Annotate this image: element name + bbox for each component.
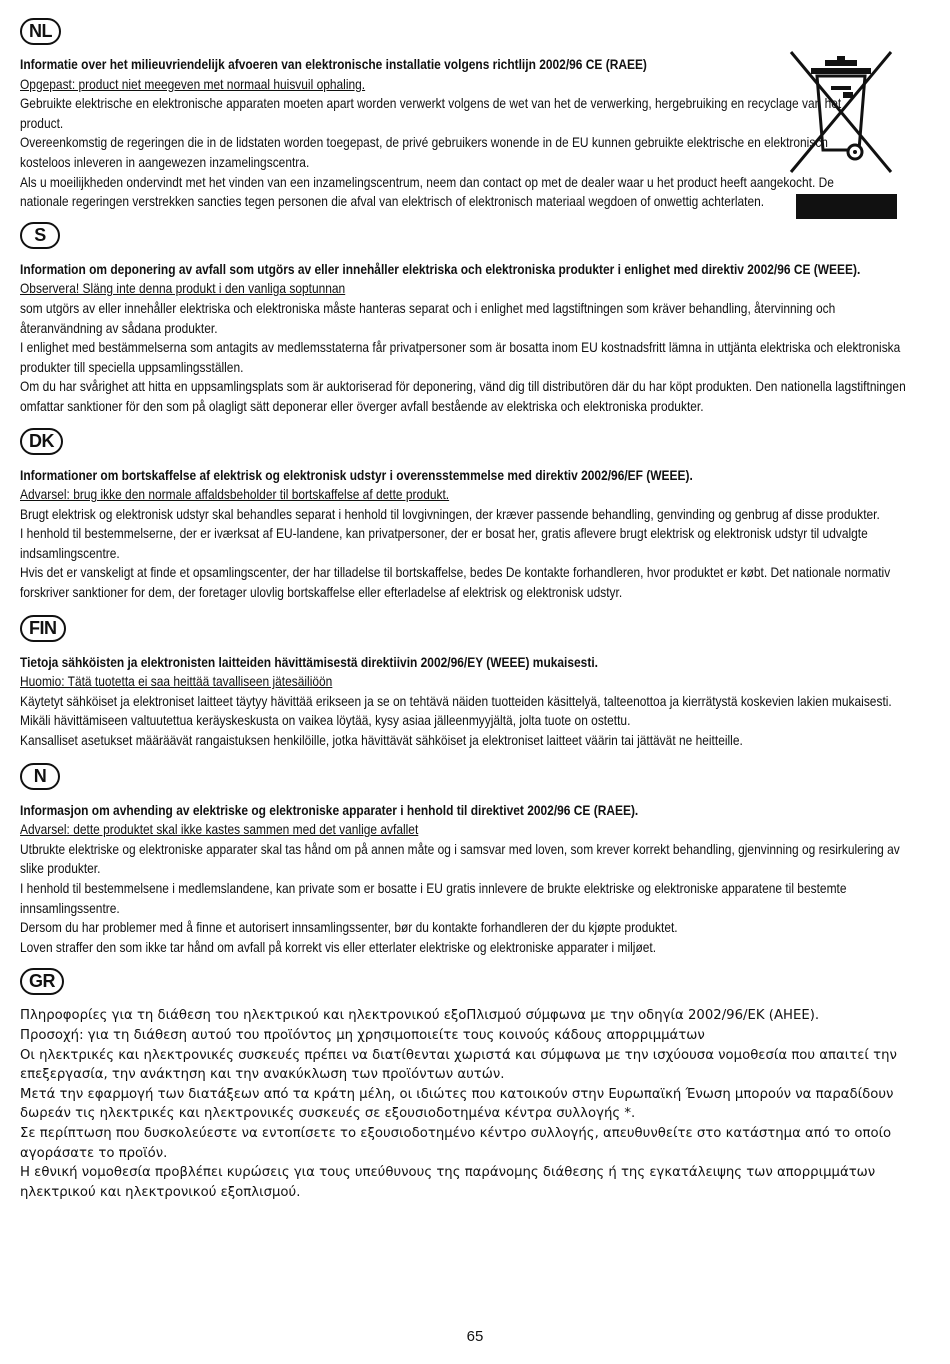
section-gr-paragraph: Οι ηλεκτρικές και ηλεκτρονικές συσκευές πρέπει να διατίθενται χωριστά και σύμφωνα με την ισχύουσα νομοθεσία που απαιτεί την επεξεργασία, την ανάκτηση και την ανακύκλωση των προϊόντων αυτών. bbox=[20, 1047, 897, 1083]
section-dk-title: Informationer om bortskaffelse af elektrisk og elektronisk udstyr i overensstemmelse med direktiv 2002/96/EF (WEEE). bbox=[20, 467, 693, 483]
language-badge-nl: NL bbox=[20, 18, 61, 45]
section-s-paragraph: som utgörs av eller innehåller elektriska och elektroniska måste hanteras separat och i enlighet med lagstiftningen som kräver behandling, återvinning och återanvändning av sådana produkter. bbox=[20, 300, 836, 336]
section-fin-paragraph: Käytetyt sähköiset ja elektroniset laitteet täytyy hävittää erikseen ja se on tehtävä näiden tuotteiden käsittelyä, talteenottoa ja kierrätystä koskevien lakien mukaisesti. bbox=[20, 693, 892, 709]
section-gr-warning: Προσοχή: για τη διάθεση αυτού του προϊόντος μη χρησιμοποιείτε τους κοινούς κάδους απορριμμάτων bbox=[20, 1027, 705, 1043]
section-n-paragraph: Utbrukte elektriske og elektroniske apparater skal tas hånd om på annen måte og i samsvar med loven, som krever korrekt behandling, gjenvinning og resirkulering av slike produkter. bbox=[20, 841, 900, 877]
section-fin-title: Tietoja sähköisten ja elektronisten laitteiden hävittämisestä direktiivin 2002/96/EY (WEEE) mukaisesti. bbox=[20, 654, 598, 670]
section-fin-warning: Huomio: Tätä tuotetta ei saa heittää tavalliseen jätesäiliöön bbox=[20, 674, 333, 690]
section-s-title: Information om deponering av avfall som utgörs av eller innehåller elektriska och elektroniska produkter i enlighet med direktiv 2002/96 CE (WEEE). bbox=[20, 261, 861, 277]
section-n-paragraph: Dersom du har problemer med å finne et autorisert innsamlingssenter, bør du kontakte forhandleren der du kjøpte produktet. bbox=[20, 920, 678, 936]
section-dk-paragraph: I henhold til bestemmelserne, der er iværksat af EU-landene, kan privatpersoner, der er bosat her, gratis aflevere brugt elektrisk og elektronisk udstyr til udvalgte indsamlingscentre. bbox=[20, 526, 868, 561]
section-s-body bbox=[20, 260, 920, 417]
section-gr-paragraph: Σε περίπτωση που δυσκολεύεστε να εντοπίσετε το εξουσιοδοτημένο κέντρο συλλογής, απευθυνθείτε στο κατάστημα από το οποίο αγοράσατε το προϊόν. bbox=[20, 1125, 892, 1161]
language-badge-fin: FIN bbox=[20, 615, 66, 642]
page-number: 65 bbox=[466, 1328, 484, 1345]
section-nl-title: Informatie over het milieuvriendelijk afvoeren van elektronische installatie volgens richtlijn 2002/96 CE (RAEE) bbox=[20, 57, 647, 72]
language-badge-s: S bbox=[20, 222, 60, 249]
section-nl-body bbox=[20, 55, 882, 212]
section-dk-warning: Advarsel: brug ikke den normale affaldsbeholder til bortskaffelse af dette produkt. bbox=[20, 487, 450, 503]
section-dk-body bbox=[20, 466, 920, 603]
section-gr-title: Πληροφορίες για τη διάθεση του ηλεκτρικού και ηλεκτρονικού εξοΠλισμού σύμφωνα με την οδηγία 2002/96/ΕΚ (ΑΗΕΕ). bbox=[20, 1008, 820, 1024]
section-gr-body bbox=[20, 1006, 920, 1202]
section-n-warning: Advarsel: dette produktet skal ikke kastes sammen med det vanlige avfallet bbox=[20, 822, 419, 838]
language-badge-n: N bbox=[20, 763, 60, 790]
language-badge-dk: DK bbox=[20, 428, 63, 455]
section-nl-paragraph: Overeenkomstig de regeringen die in de lidstaten worden toegepast, de privé gebruikers wonende in de EU kunnen gebruikte elektrische en elektronisch kosteloos inleveren in aangewezen inzamelingscentra. bbox=[20, 135, 828, 170]
section-dk bbox=[20, 428, 920, 603]
section-dk-paragraph: Brugt elektrisk og elektronisk udstyr skal behandles separat i henhold til lovgivningen, der kræver passende behandling, genvinding og genbrug af disse produkter. bbox=[20, 506, 880, 522]
weee-black-bar bbox=[796, 194, 897, 219]
section-s bbox=[20, 222, 920, 417]
section-n bbox=[20, 763, 920, 958]
section-n-title: Informasjon om avhending av elektriske og elektroniske apparater i henhold til direktivet 2002/96 CE (RAEE). bbox=[20, 802, 639, 818]
language-badge-gr: GR bbox=[20, 968, 64, 995]
section-gr-paragraph: Η εθνική νομοθεσία προβλέπει κυρώσεις για τους υπεύθυνους της παράνομης διάθεσης ή της εγκατάλειψης των απορριμμάτων ηλεκτρικού και ηλεκτρονικού εξοπλισμού. bbox=[20, 1165, 876, 1200]
section-fin-paragraph: Mikäli hävittämiseen valtuutettua keräyskeskusta on vaikea löytää, kysy asiaa jälleenmyyjältä, jolta tuote on ostettu. bbox=[20, 713, 631, 729]
section-fin-body bbox=[20, 653, 920, 751]
section-s-warning: Observera! Släng inte denna produkt i den vanliga soptunnan bbox=[20, 281, 346, 297]
section-gr-paragraph: Μετά την εφαρμογή των διατάξεων από τα κράτη μέλη, οι ιδιώτες που κατοικούν στην Ευρωπαϊκή Ένωση μπορούν να παραδίδουν δωρεάν τις ηλεκτρικές και ηλεκτρονικές συσκευές σε εξουσιοδοτημένα κέντρα συλλογής *. bbox=[20, 1086, 894, 1122]
section-dk-paragraph: Hvis det er vanskeligt at finde et opsamlingscenter, der har tilladelse til bortskaffelse, bedes De kontakte forhandleren, hvor produktet er købt. Det nationale normativ forskriver sanktioner for dem, der foretager ulovlig bortskaffelse eller efterladelse af elektrisk og elektronisk udstyr. bbox=[20, 565, 891, 601]
section-gr bbox=[20, 968, 920, 1202]
section-fin bbox=[20, 615, 920, 751]
section-n-paragraph: Loven straffer den som ikke tar hånd om avfall på korrekt vis eller etterlater elektriske og elektroniske apparater i miljøet. bbox=[20, 939, 657, 955]
section-n-paragraph: I henhold til bestemmelsene i medlemslandene, kan private som er bosatte i EU gratis innlevere de brukte elektriske og elektroniske apparatene til bestemte innsamlingssentre. bbox=[20, 881, 847, 916]
section-s-paragraph: Om du har svårighet att hitta en uppsamlingsplats som är auktoriserad för deponering, vänd dig till distributören där du har köpt produkten. Den nationella lagstiftningen omfattar sanktioner för den som på olagligt sätt deponerar eller överger avfall bestående av elektriska och elektroniska produkter. bbox=[20, 379, 906, 414]
section-fin-paragraph: Kansalliset asetukset määräävät rangaistuksen henkilöille, jotka hävittävät sähköiset ja elektroniset laitteet väärin tai jättävät ne heitteille. bbox=[20, 733, 743, 749]
section-nl-paragraph: Als u moeilijkheden ondervindt met het vinden van een inzamelingscentrum, neem dan contact op met de dealer waar u het product heeft aangekocht. De nationale regeringen verstrekken sancties tegen personen die afval van elektrisch of elektronisch materiaal wegdoen of onwettig achterlaten. bbox=[20, 174, 834, 210]
section-nl-paragraph: Gebruikte elektrische en elektronische apparaten moeten apart worden verwerkt volgens de wet van het de verwerking, hergebruiking en recyclage van het product. bbox=[20, 96, 842, 131]
section-n-body bbox=[20, 801, 920, 958]
section-nl-warning: Opgepast: product niet meegeven met normaal huisvuil ophaling. bbox=[20, 76, 366, 92]
section-s-paragraph: I enlighet med bestämmelserna som antagits av medlemsstaterna får privatpersoner som är bosatta inom EU kostnadsfritt lämna in uttjänta elektriska och elektroniska produkter till speciella uppsamlingsställen. bbox=[20, 340, 901, 375]
